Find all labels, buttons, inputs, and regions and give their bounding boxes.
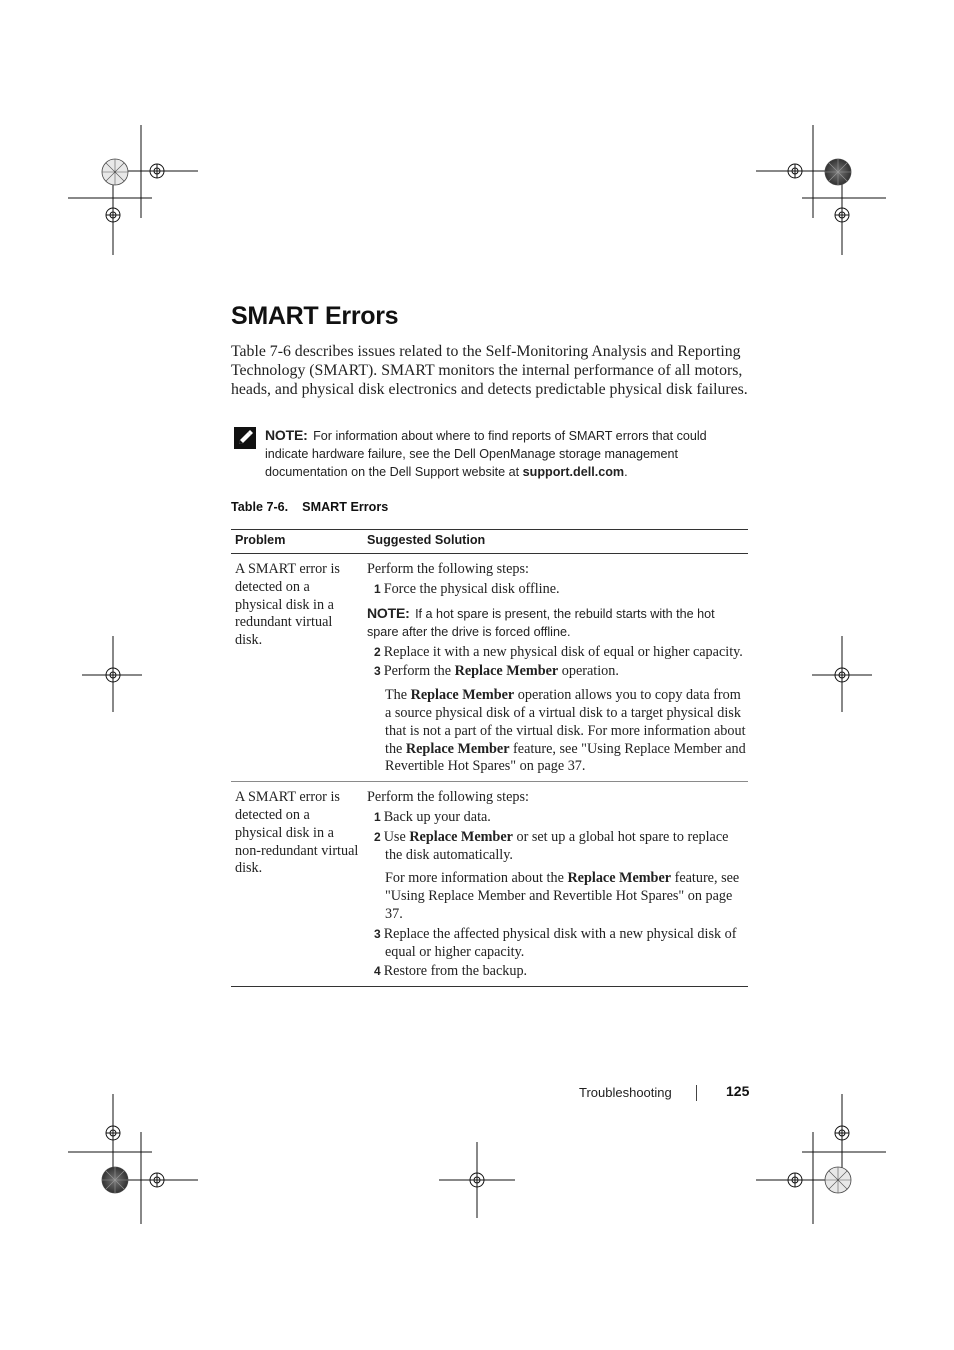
term-replace-member: Replace Member xyxy=(567,870,672,887)
table-row xyxy=(231,782,748,987)
note-body: If a hot spare is present, the rebuild starts with the hot spare after the drive is forced offline. xyxy=(367,606,715,639)
solution-lead: Perform the following steps: xyxy=(367,789,529,806)
step-text: Use xyxy=(383,828,406,845)
step-item xyxy=(367,926,746,962)
table-caption xyxy=(231,500,388,514)
page-number: 125 xyxy=(726,1083,750,1099)
note-callout xyxy=(231,426,751,481)
term-replace-member: Replace Member xyxy=(409,828,513,845)
note-pencil-icon xyxy=(233,426,257,450)
inner-note xyxy=(367,604,746,641)
header-problem: Problem xyxy=(231,530,363,554)
step-text: Restore from the backup. xyxy=(383,963,528,980)
step-text: Force the physical disk offline. xyxy=(383,580,560,597)
step-text: Back up your data. xyxy=(383,808,491,825)
step-item xyxy=(367,663,746,681)
step-item xyxy=(367,809,746,827)
table-header-row xyxy=(231,530,748,554)
table-caption-title: SMART Errors xyxy=(302,500,389,514)
note-body: For information about where to find reports of SMART errors that could indicate hardware failure, see the Dell OpenManage storage management documentation on the Dell Support website at xyxy=(265,429,707,479)
solution-cell xyxy=(363,554,748,782)
problem-cell: A SMART error is detected on a physical disk in a non-redundant virtual disk. xyxy=(235,789,359,877)
step-number: 2 xyxy=(374,829,381,844)
footer-divider xyxy=(696,1085,697,1101)
table-caption-number: Table 7-6. xyxy=(231,500,289,514)
step-item xyxy=(367,644,746,662)
note-label: NOTE: xyxy=(265,427,308,443)
step-text: Replace the affected physical disk with a new physical disk of equal or higher capacity. xyxy=(383,925,737,960)
step-number: 2 xyxy=(374,644,381,659)
step-number: 1 xyxy=(374,809,381,824)
step-number: 3 xyxy=(374,926,381,941)
step-text: Perform the xyxy=(383,663,452,680)
table-row xyxy=(231,554,748,782)
step-text: Replace it with a new physical disk of equal or higher capacity. xyxy=(383,643,743,660)
note-end: . xyxy=(624,465,628,479)
detail-text: feature, see "Using Replace Member and Revertible Hot Spares" on page 37. xyxy=(385,740,746,775)
smart-errors-table xyxy=(231,529,748,987)
note-text xyxy=(265,426,751,481)
step-number: 1 xyxy=(374,581,381,596)
step-text: or set up a global hot spare to replace the disk automatically. xyxy=(385,828,729,863)
page-title: SMART Errors xyxy=(231,302,399,330)
step-number: 4 xyxy=(374,964,381,979)
intro-paragraph: Table 7-6 describes issues related to the Self-Monitoring Analysis and Reporting Technology (SMART). SMART monitors the internal performance of all motors, heads, and physical disk electronics and detects predictable physical disk failures. xyxy=(231,343,748,399)
step-item xyxy=(367,963,746,981)
step-detail xyxy=(385,870,746,923)
footer-section-title: Troubleshooting xyxy=(579,1085,672,1100)
header-suggested-solution: Suggested Solution xyxy=(363,530,748,554)
step-text: operation. xyxy=(561,663,619,680)
detail-text: operation allows you to copy data from a source physical disk of a virtual disk to a target physical disk that is not a part of the virtual disk. For more information about the xyxy=(385,687,746,757)
term-replace-member: Replace Member xyxy=(405,740,510,757)
problem-cell: A SMART error is detected on a physical disk in a redundant virtual disk. xyxy=(235,561,340,649)
step-detail xyxy=(385,687,746,776)
detail-text: feature, see "Using Replace Member and Revertible Hot Spares" on page 37. xyxy=(385,870,740,922)
solution-lead: Perform the following steps: xyxy=(367,561,529,577)
detail-text: The xyxy=(385,687,408,704)
solution-cell xyxy=(363,782,748,987)
detail-text: For more information about the xyxy=(385,870,564,887)
step-item xyxy=(367,829,746,865)
support-link[interactable]: support.dell.com xyxy=(522,465,625,479)
term-replace-member: Replace Member xyxy=(454,663,559,680)
step-item xyxy=(367,581,746,599)
step-number: 3 xyxy=(374,664,381,679)
term-replace-member: Replace Member xyxy=(410,687,515,704)
note-label: NOTE: xyxy=(367,604,410,621)
